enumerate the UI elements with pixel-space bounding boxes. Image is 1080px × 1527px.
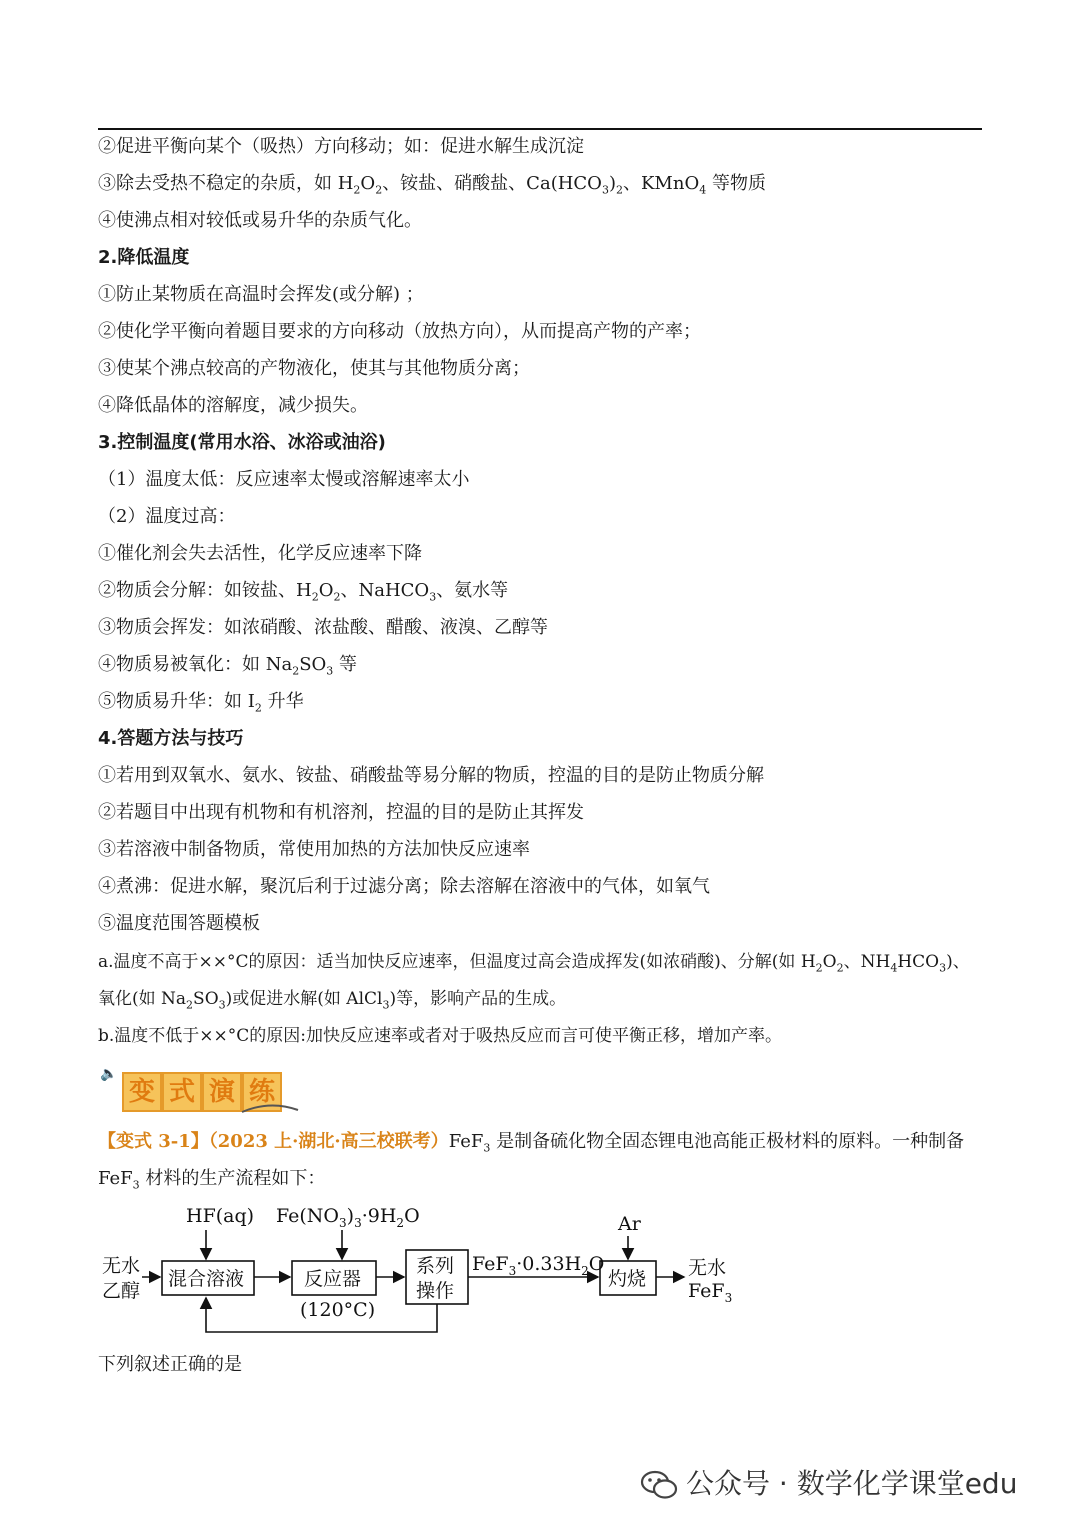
text-line: 氧化(如 $Na_2SO_3$)或促进水解(如 AlCl$_3$)等，影响产品的生成。 [98,989,567,1012]
text-line: ④使沸点相对较低或易升华的杂质气化。 [98,210,422,231]
section-heading: 2.降低温度 [98,247,190,268]
speaker-icon: 🔈 [100,1066,118,1082]
text-line: ⑤温度范围答题模板 [98,913,260,934]
header-rule [98,128,982,130]
question-tag: 【变式 3-1】（2023 上·湖北·高三校联考） [98,1131,449,1152]
text-line: ③若溶液中制备物质，常使用加热的方法加快反应速率 [98,839,530,860]
reagent-label: $Fe(NO_3)_3\cdot 9H_2O$ [276,1205,420,1230]
banner-char: 练 [242,1072,282,1112]
calcination-box-label: 灼烧 [608,1268,647,1290]
reactor-box-label: 反应器 [304,1268,362,1290]
variant-exercise-banner [100,1064,290,1116]
operation-box-label: 操作 [416,1280,455,1302]
text-line: ②物质会分解：如铵盐、$H_2O_2$、NaHCO$_3$、氨水等 [98,580,509,604]
reagent-label: HF(aq) [186,1205,255,1227]
question-prompt: 下列叙述正确的是 [98,1354,242,1375]
wechat-icon [640,1469,678,1501]
operation-box-label: 系列 [416,1255,455,1277]
text-line: ①若用到双氧水、氨水、铵盐、硝酸盐等易分解的物质，控温的目的是防止物质分解 [98,765,764,786]
swoosh-decoration [240,1100,300,1116]
text-line: ④降低晶体的溶解度，减少损失。 [98,395,368,416]
text-line: ②使化学平衡向着题目要求的方向移动（放热方向），从而提高产物的产率； [98,321,701,342]
text-line: ③除去受热不稳定的杂质，如 $H_2O_2$、铵盐、硝酸盐、$Ca(HCO_3)_2$、KMnO$_4$ 等物质 [98,173,766,197]
output-label: FeF$_3$ [688,1280,733,1305]
text-line: b.温度不低于××°C的原因:加快反应速率或者对于吸热反应而言可使平衡正移，增加产率。 [98,1026,783,1046]
text-line: ②促进平衡向某个（吸热）方向移动；如：促进水解生成沉淀 [98,136,584,157]
text-line: ④物质易被氧化：如 $Na_2SO_3$ 等 [98,654,358,678]
output-label: 无水 [688,1257,727,1279]
watermark: 公众号 · 数学化学课堂edu [640,1462,1017,1506]
question-line: 【变式 3-1】（2023 上·湖北·高三校联考）FeF$_3$ 是制备硫化物全固态锂电池高能正极材料的原料。一种制备 [98,1131,965,1155]
mixing-box-label: 混合溶液 [168,1268,245,1290]
text-line: ①防止某物质在高温时会挥发(或分解) ； [98,284,424,305]
banner-char: 演 [202,1072,242,1112]
input-label: 无水 [102,1255,141,1277]
gas-label: Ar [618,1213,641,1235]
text-line: ①催化剂会失去活性，化学反应速率下降 [98,543,422,564]
input-label: 乙醇 [102,1280,141,1302]
text-line: a.温度不高于××°C的原因：适当加快反应速率，但温度过高会造成挥发(如浓硝酸)、分解(如 $H_2O_2$、$NH_4HCO_3$)、 [98,952,970,975]
question-line: FeF$_3$ 材料的生产流程如下： [98,1168,326,1192]
intermediate-label: $FeF_3\cdot 0.33H_2O$ [472,1253,605,1278]
text-line: （1）温度太低：反应速率太慢或溶解速率太小 [98,469,470,490]
text-line: ②若题目中出现有机物和有机溶剂，控温的目的是防止其挥发 [98,802,584,823]
text-line: ③物质会挥发：如浓硝酸、浓盐酸、醋酸、液溴、乙醇等 [98,617,548,638]
text-line: ⑤物质易升华：如 $I_2$ 升华 [98,691,304,715]
text-line: ③使某个沸点较高的产物液化，使其与其他物质分离； [98,358,530,379]
banner-char: 变 [122,1072,162,1112]
process-flow-diagram [96,1200,776,1350]
section-heading: 3.控制温度(常用水浴、冰浴或油浴) [98,432,386,453]
section-heading: 4.答题方法与技巧 [98,728,244,749]
text-line: ④煮沸：促进水解，聚沉后利于过滤分离；除去溶解在溶液中的气体，如氧气 [98,876,710,897]
banner-char: 式 [162,1072,202,1112]
text-line: （2）温度过高： [98,506,236,527]
condition-label: (120°C) [300,1299,376,1321]
